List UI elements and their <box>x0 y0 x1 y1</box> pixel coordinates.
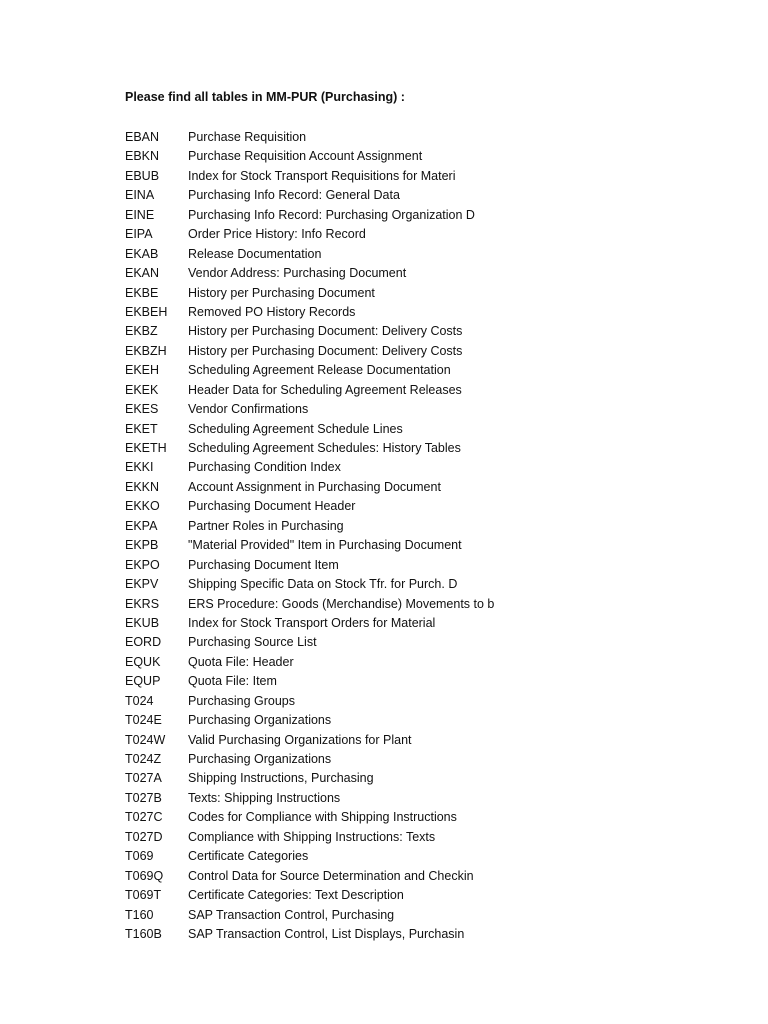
table-code: EKPV <box>125 577 159 592</box>
table-row <box>125 167 725 186</box>
table-description: Compliance with Shipping Instructions: Texts <box>188 829 436 844</box>
table-code: EBUB <box>125 168 160 183</box>
table-row <box>125 789 725 808</box>
table-code: EQUK <box>125 654 161 669</box>
table-row <box>125 245 725 264</box>
table-code: T069Q <box>125 868 164 883</box>
table-description: Shipping Instructions, Purchasing <box>188 771 374 786</box>
table-code: EKKI <box>125 460 154 475</box>
table-code: EINA <box>125 188 155 203</box>
table-code: T024Z <box>125 752 162 766</box>
table-row <box>125 925 725 944</box>
table-code: T024E <box>125 713 162 728</box>
table-description: Purchasing Condition Index <box>188 460 341 475</box>
page-heading: Please find all tables in MM-PUR (Purchasing) : <box>125 90 405 104</box>
table-row <box>125 186 725 205</box>
table-code: T160 <box>125 907 154 922</box>
table-code: EKEK <box>125 382 159 397</box>
table-code: T027D <box>125 829 163 844</box>
table-description: Texts: Shipping Instructions <box>188 790 341 805</box>
table-code: EKETH <box>125 441 167 455</box>
table-description: Index for Stock Transport Requisitions for Materi <box>188 168 456 183</box>
table-row <box>125 147 725 166</box>
table-code: EBKN <box>125 149 160 164</box>
table-row <box>125 808 725 827</box>
table-row <box>125 828 725 847</box>
table-row <box>125 769 725 788</box>
table-description: Purchasing Source List <box>188 635 317 650</box>
table-code: EIPA <box>125 227 153 242</box>
table-code: EKBE <box>125 285 159 300</box>
table-code: EKAB <box>125 246 159 261</box>
table-description: Release Documentation <box>188 246 322 261</box>
table-row <box>125 556 725 575</box>
table-code: EKKN <box>125 479 160 494</box>
table-description: Scheduling Agreement Schedule Lines <box>188 421 403 436</box>
table-code: EKUB <box>125 615 160 630</box>
table-list <box>125 128 725 944</box>
table-description: Order Price History: Info Record <box>188 227 366 242</box>
table-code: EKET <box>125 421 158 436</box>
table-description: Vendor Confirmations <box>188 402 309 417</box>
table-description: Shipping Specific Data on Stock Tfr. for Purch. D <box>188 577 458 592</box>
table-description: Purchase Requisition Account Assignment <box>188 149 423 164</box>
table-description: Purchasing Document Item <box>188 557 339 572</box>
table-row <box>125 478 725 497</box>
table-description: History per Purchasing Document: Delivery Costs <box>188 343 463 358</box>
table-code: EINE <box>125 207 155 222</box>
table-description: Scheduling Agreement Schedules: History Tables <box>188 441 461 455</box>
table-row <box>125 750 725 769</box>
table-row <box>125 867 725 886</box>
table-row <box>125 303 725 322</box>
table-row <box>125 653 725 672</box>
table-description: Control Data for Source Determination and Checkin <box>188 868 474 883</box>
table-row <box>125 517 725 536</box>
table-code: EKAN <box>125 266 160 281</box>
table-code: EKPA <box>125 518 158 533</box>
table-row <box>125 361 725 380</box>
table-row <box>125 575 725 594</box>
table-description: Removed PO History Records <box>188 304 356 319</box>
table-row <box>125 206 725 225</box>
table-code: T069 <box>125 849 154 864</box>
table-description: ERS Procedure: Goods (Merchandise) Movements to b <box>188 596 495 611</box>
table-row <box>125 128 725 147</box>
table-code: T069T <box>125 888 162 903</box>
table-row <box>125 400 725 419</box>
table-description: Index for Stock Transport Orders for Material <box>188 615 436 630</box>
table-code: EKRS <box>125 596 160 611</box>
table-code: EKBZH <box>125 343 167 358</box>
table-code: EORD <box>125 635 162 650</box>
table-description: Purchasing Document Header <box>188 499 356 514</box>
table-description: Certificate Categories: Text Description <box>188 888 404 903</box>
table-row <box>125 906 725 925</box>
table-description: Purchasing Groups <box>188 693 296 708</box>
table-code: T024W <box>125 732 166 747</box>
table-description: Codes for Compliance with Shipping Instructions <box>188 810 457 825</box>
table-description: Purchasing Info Record: Purchasing Organization D <box>188 207 475 222</box>
table-row <box>125 692 725 711</box>
table-row <box>125 284 725 303</box>
table-description: Header Data for Scheduling Agreement Releases <box>188 382 462 397</box>
table-row <box>125 633 725 652</box>
table-code: EKKO <box>125 499 160 514</box>
table-description: Purchasing Organizations <box>188 752 332 766</box>
table-code: T160B <box>125 926 162 941</box>
table-row <box>125 672 725 691</box>
table-code: EBAN <box>125 130 160 144</box>
table-code: EKEH <box>125 363 160 378</box>
table-description: Purchase Requisition <box>188 130 307 144</box>
table-description: Quota File: Header <box>188 654 294 669</box>
table-description: Purchasing Info Record: General Data <box>188 188 400 203</box>
table-description: Partner Roles in Purchasing <box>188 518 344 533</box>
table-row <box>125 381 725 400</box>
table-code: EQUP <box>125 674 161 689</box>
table-description: SAP Transaction Control, Purchasing <box>188 907 395 922</box>
table-row <box>125 731 725 750</box>
table-row <box>125 536 725 555</box>
table-row <box>125 614 725 633</box>
table-description: Purchasing Organizations <box>188 713 332 728</box>
table-code: T027A <box>125 771 162 786</box>
table-description: "Material Provided" Item in Purchasing Document <box>188 538 462 553</box>
table-row <box>125 420 725 439</box>
table-row <box>125 595 725 614</box>
table-description: Valid Purchasing Organizations for Plant <box>188 732 412 747</box>
table-code: EKBEH <box>125 304 168 319</box>
table-row <box>125 847 725 866</box>
table-description: Scheduling Agreement Release Documentation <box>188 363 451 378</box>
table-description: Vendor Address: Purchasing Document <box>188 266 407 281</box>
table-code: T027C <box>125 810 163 825</box>
table-code: EKPO <box>125 557 160 572</box>
table-row <box>125 458 725 477</box>
table-row <box>125 711 725 730</box>
table-row <box>125 439 725 458</box>
table-description: Quota File: Item <box>188 674 277 689</box>
table-code: EKBZ <box>125 324 158 339</box>
table-description: History per Purchasing Document: Delivery Costs <box>188 324 463 339</box>
table-description: Certificate Categories <box>188 849 309 864</box>
table-code: T027B <box>125 790 162 805</box>
table-code: EKPB <box>125 538 159 553</box>
table-row <box>125 342 725 361</box>
table-code: T024 <box>125 693 154 708</box>
table-row <box>125 497 725 516</box>
table-row <box>125 322 725 341</box>
table-code: EKES <box>125 402 159 417</box>
table-row <box>125 225 725 244</box>
table-row <box>125 264 725 283</box>
table-description: History per Purchasing Document <box>188 285 375 300</box>
table-description: SAP Transaction Control, List Displays, Purchasin <box>188 926 465 941</box>
table-description: Account Assignment in Purchasing Document <box>188 479 441 494</box>
table-row <box>125 886 725 905</box>
